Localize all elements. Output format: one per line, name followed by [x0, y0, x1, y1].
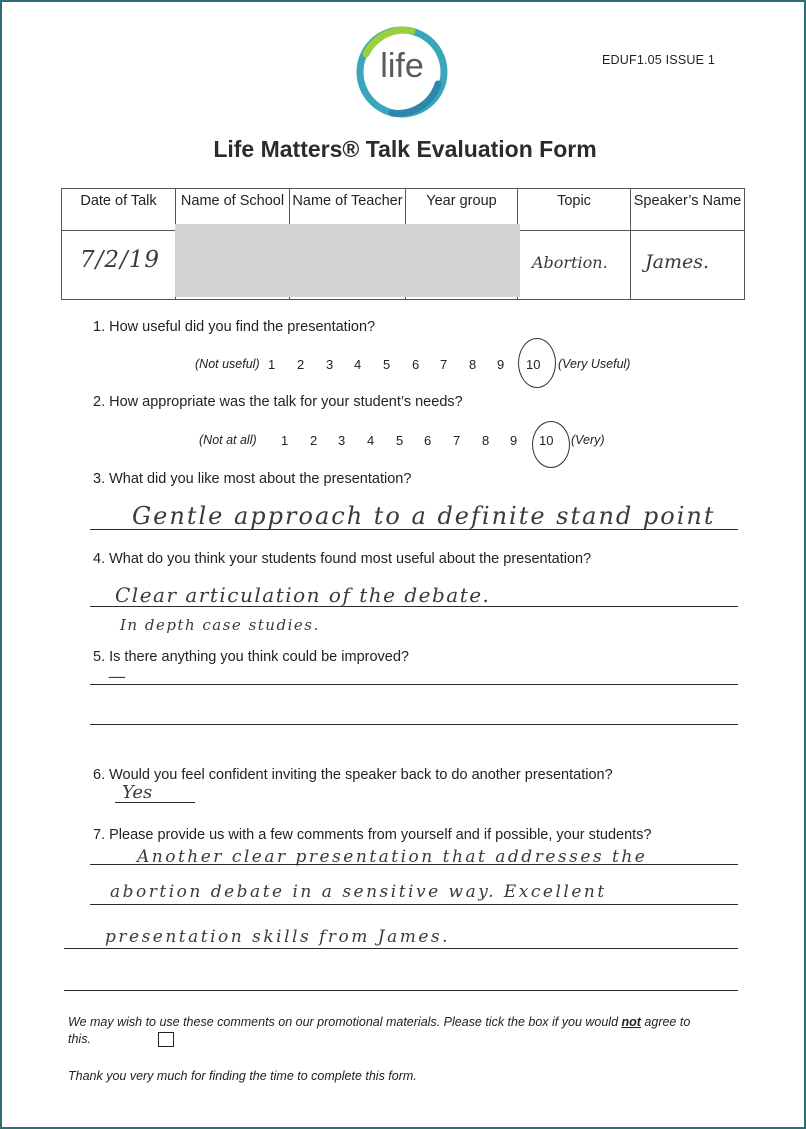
- question-7-label: 7. Please provide us with a few comments from yourself and if possible, your students?: [93, 827, 652, 843]
- question-4-answer-extra: In depth case studies.: [120, 616, 320, 634]
- q5-answer-line-2: [90, 724, 738, 725]
- q7-answer-line-1: [90, 864, 738, 865]
- question-3-label: 3. What did you like most about the presentation?: [93, 471, 412, 487]
- question-4-answer: Clear articulation of the debate.: [115, 583, 491, 607]
- q1-option-10[interactable]: 10: [526, 357, 541, 372]
- q2-scale-low: (Not at all): [199, 433, 257, 447]
- header-name-of-school: Name of School: [176, 189, 290, 231]
- topic-cell: [518, 231, 631, 300]
- q3-answer-line: [90, 529, 738, 530]
- q1-scale-high: (Very Useful): [558, 357, 631, 371]
- question-5-label: 5. Is there anything you think could be improved?: [93, 649, 409, 665]
- q2-selection-circle: [532, 421, 570, 468]
- speaker-cell: [631, 231, 745, 300]
- q2-option-6[interactable]: 6: [424, 433, 432, 448]
- q1-option-3[interactable]: 3: [326, 357, 334, 372]
- q2-option-3[interactable]: 3: [338, 433, 346, 448]
- consent-text-prefix: We may wish to use these comments on our promotional materials. Please tick the box if you would: [68, 1015, 622, 1029]
- question-3-answer: Gentle approach to a definite stand point: [132, 502, 716, 530]
- consent-text-suffix: agree to: [640, 1015, 691, 1029]
- question-1-label: 1. How useful did you find the presentation?: [93, 319, 376, 335]
- q5-answer-line-1: [90, 684, 738, 685]
- q1-option-8[interactable]: 8: [469, 357, 477, 372]
- question-6-answer: Yes: [122, 782, 153, 803]
- thank-you-note: Thank you very much for finding the time to complete this form.: [68, 1069, 417, 1083]
- date-value: 7/2/19: [80, 247, 161, 273]
- q2-option-10[interactable]: 10: [539, 433, 554, 448]
- q7-answer-line-4: [64, 990, 738, 991]
- q1-option-1[interactable]: 1: [268, 357, 276, 372]
- q1-option-5[interactable]: 5: [383, 357, 391, 372]
- question-6-label: 6. Would you feel confident inviting the speaker back to do another presentation?: [93, 767, 613, 783]
- q1-option-2[interactable]: 2: [297, 357, 305, 372]
- q1-selection-circle: [518, 338, 556, 388]
- question-1-scale: [195, 356, 645, 378]
- q2-option-1[interactable]: 1: [281, 433, 289, 448]
- q2-option-8[interactable]: 8: [482, 433, 490, 448]
- q2-option-2[interactable]: 2: [310, 433, 318, 448]
- q7-answer-line-2: [90, 904, 738, 905]
- q1-option-9[interactable]: 9: [497, 357, 505, 372]
- consent-text-line2: this.: [68, 1032, 91, 1046]
- q1-option-6[interactable]: 6: [412, 357, 420, 372]
- question-7-answer-line-2: abortion debate in a sensitive way. Excellent: [110, 882, 607, 902]
- header-topic: Topic: [518, 189, 631, 231]
- question-7-answer-line-1: Another clear presentation that addresses the: [137, 847, 648, 867]
- consent-emphasis: not: [621, 1015, 641, 1029]
- form-code: EDUF1.05 ISSUE 1: [602, 53, 715, 67]
- header-name-of-teacher: Name of Teacher: [290, 189, 406, 231]
- question-5-answer: —: [108, 666, 126, 687]
- q2-option-7[interactable]: 7: [453, 433, 461, 448]
- q2-option-9[interactable]: 9: [510, 433, 518, 448]
- q6-answer-line: [115, 802, 195, 803]
- topic-value: Abortion.: [532, 253, 608, 272]
- question-7-answer-line-3: presentation skills from James.: [105, 927, 451, 947]
- q7-answer-line-3: [64, 948, 738, 949]
- question-4-label: 4. What do you think your students found most useful about the presentation?: [93, 551, 592, 567]
- header-date-of-talk: Date of Talk: [62, 189, 176, 231]
- date-cell: [62, 231, 176, 300]
- question-2-label: 2. How appropriate was the talk for your student’s needs?: [93, 394, 463, 410]
- header-speakers-name: Speaker’s Name: [631, 189, 745, 231]
- do-not-agree-checkbox[interactable]: [158, 1032, 174, 1047]
- page-title: Life Matters® Talk Evaluation Form: [213, 136, 597, 162]
- q1-option-7[interactable]: 7: [440, 357, 448, 372]
- logo-text: life: [380, 47, 424, 85]
- speaker-value: James.: [645, 251, 709, 273]
- header-year-group: Year group: [406, 189, 518, 231]
- q4-answer-line: [90, 606, 738, 607]
- life-logo: [352, 24, 452, 120]
- q2-option-4[interactable]: 4: [367, 433, 375, 448]
- q1-scale-low: (Not useful): [195, 357, 260, 371]
- q2-option-5[interactable]: 5: [396, 433, 404, 448]
- redaction-block: [175, 224, 520, 297]
- q2-scale-high: (Very): [571, 433, 605, 447]
- q1-option-4[interactable]: 4: [354, 357, 362, 372]
